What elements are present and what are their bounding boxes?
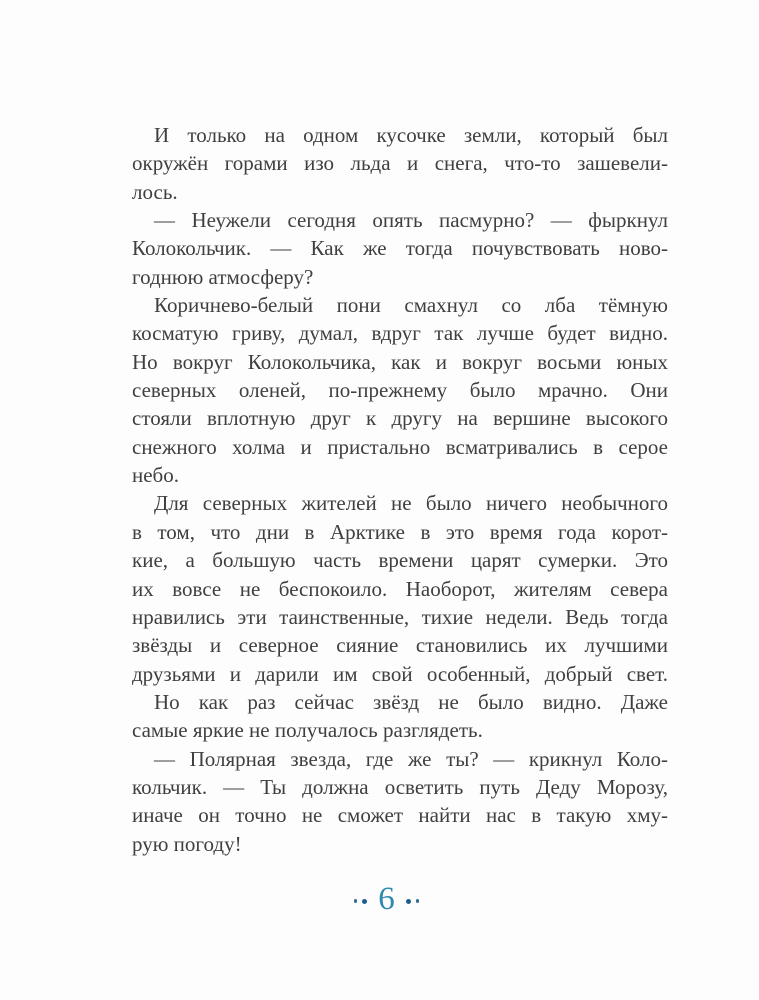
- text-line: северных оленей, по-прежнему было мрачно. Они: [132, 378, 668, 403]
- paragraph: [132, 291, 668, 489]
- paragraph: [132, 688, 668, 745]
- text-line: — Полярная звезда, где же ты? — крикнул Коло-: [154, 746, 668, 771]
- text-line: небо.: [132, 463, 179, 488]
- page-number: 6: [378, 880, 395, 917]
- text-block: [132, 121, 668, 858]
- text-line: их вовсе не беспокоило. Наоборот, жителям севера: [132, 576, 668, 601]
- text-line: годнюю атмосферу?: [132, 264, 314, 289]
- text-line: нравились эти таинственные, тихие недели. Ведь тогда: [132, 604, 668, 629]
- text-line: рую погоду!: [132, 831, 242, 856]
- paragraph: [132, 489, 668, 687]
- folio-dot-icon: [416, 899, 420, 903]
- text-line: Колокольчик. — Как же тогда почувствовать ново-: [132, 236, 668, 261]
- text-line: И только на одном кусочке земли, который был: [154, 123, 668, 147]
- folio-dot-icon: [362, 899, 367, 904]
- text-line: в том, что дни в Арктике в это время года корот-: [132, 519, 668, 544]
- text-line: — Неужели сегодня опять пасмурно? — фыркнул: [154, 208, 668, 233]
- paragraph: [132, 121, 668, 206]
- text-line: лось.: [132, 179, 178, 204]
- paragraph: [132, 745, 668, 858]
- text-line: иначе он точно не сможет найти нас в такую хму-: [132, 803, 668, 828]
- folio-dot-icon: [406, 899, 411, 904]
- page-number-folio: [7, 881, 759, 919]
- text-line: друзьями и дарили им свой особенный, добрый свет.: [132, 661, 668, 686]
- text-line: снежного холма и пристально всматривались в серое: [132, 434, 668, 459]
- text-line: звёзды и северное сияние становились их лучшими: [132, 633, 668, 658]
- text-line: Но вокруг Колокольчика, как и вокруг восьми юных: [132, 349, 668, 374]
- text-line: окружён горами изо льда и снега, что-то зашевели-: [132, 151, 668, 176]
- text-line: Для северных жителей не было ничего необычного: [154, 491, 668, 516]
- text-line: косматую гриву, думал, вдруг так лучше будет видно.: [132, 321, 668, 346]
- text-line: Но как раз сейчас звёзд не было видно. Даже: [154, 689, 668, 714]
- text-line: Коричнево-белый пони смахнул со лба тёмную: [154, 293, 668, 318]
- text-line: кие, а большую часть времени царят сумерки. Это: [132, 548, 668, 573]
- text-line: самые яркие не получалось разглядеть.: [132, 718, 483, 743]
- text-line: стояли вплотную друг к другу на вершине высокого: [132, 406, 668, 431]
- paragraph: [132, 206, 668, 291]
- folio-dot-icon: [354, 899, 358, 903]
- text-line: кольчик. — Ты должна осветить путь Деду Морозу,: [132, 774, 668, 799]
